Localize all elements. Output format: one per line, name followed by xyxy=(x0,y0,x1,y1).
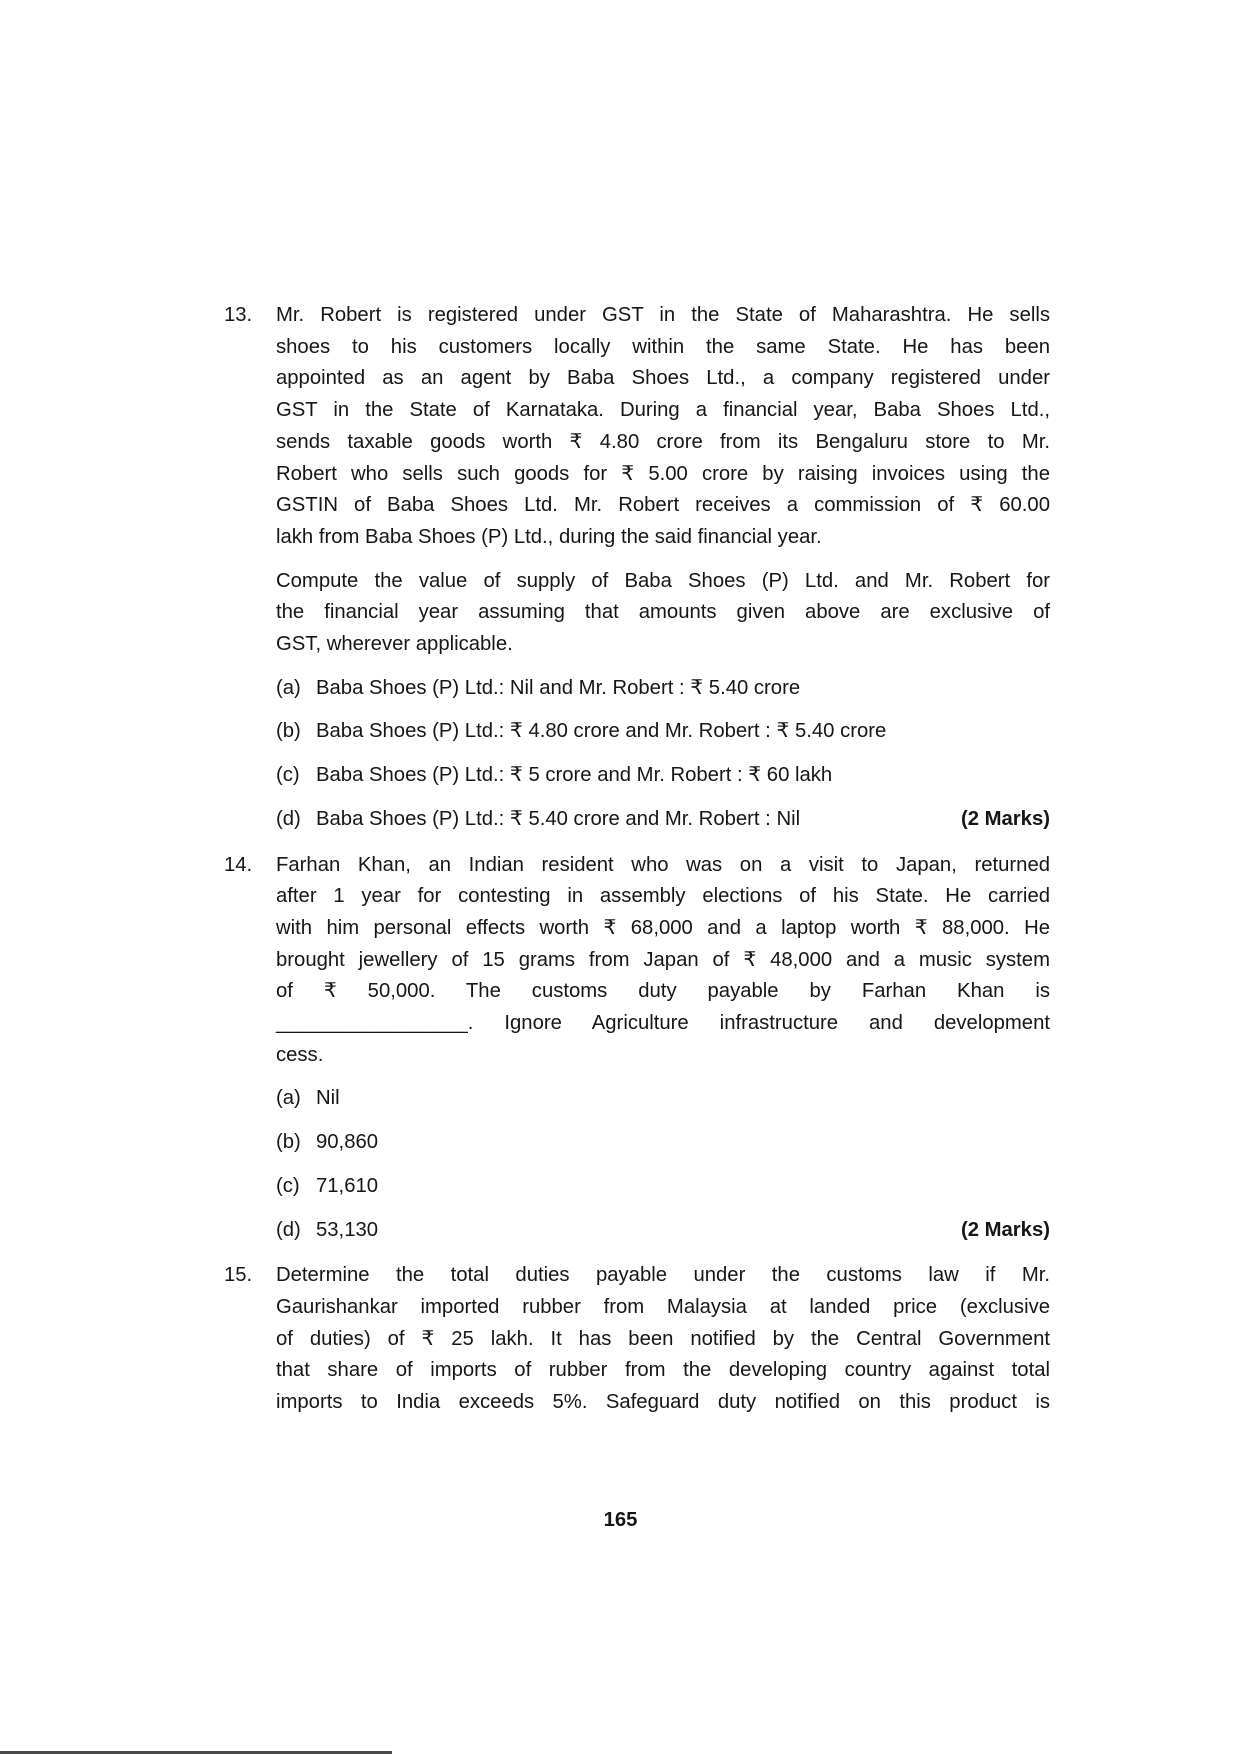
paragraph-line: Compute the value of supply of Baba Shoes (P) Ltd. and Mr. Robert for xyxy=(276,569,1050,592)
option-letter: (b) xyxy=(276,720,301,743)
option-text: Baba Shoes (P) Ltd.: Nil and Mr. Robert : ₹ 5.40 crore xyxy=(316,676,801,699)
paragraph-line: GST, wherever applicable. xyxy=(276,633,513,656)
option-letter: (b) xyxy=(276,1131,301,1154)
option-text: Baba Shoes (P) Ltd.: ₹ 5.40 crore and Mr. Robert : Nil xyxy=(316,807,801,830)
option-text: Baba Shoes (P) Ltd.: ₹ 5 crore and Mr. Robert : ₹ 60 lakh xyxy=(316,764,833,787)
question-paragraph xyxy=(276,300,1050,554)
paragraph-line: the financial year assuming that amounts given above are exclusive of xyxy=(276,601,1050,624)
question-14 xyxy=(224,850,1050,1247)
option-text: 90,860 xyxy=(316,1131,379,1154)
question-paragraph xyxy=(276,850,1050,1072)
option-row xyxy=(276,1127,1050,1159)
marks-label: (2 Marks) xyxy=(960,807,1050,830)
option-row xyxy=(276,760,1050,792)
option-row xyxy=(276,804,1050,836)
question-number: 13. xyxy=(224,304,253,326)
option-text: 71,610 xyxy=(316,1174,379,1197)
option-row xyxy=(276,673,1050,705)
question-paragraph xyxy=(276,1260,1050,1419)
paragraph-line: Farhan Khan, an Indian resident who was on a visit to Japan, returned xyxy=(276,853,1050,876)
option-letter: (a) xyxy=(276,1087,301,1110)
paragraph-line: Robert who sells such goods for ₹ 5.00 crore by raising invoices using the xyxy=(276,462,1050,485)
question-paragraph xyxy=(276,566,1050,661)
paragraph-line: cess. xyxy=(276,1043,324,1066)
page-content xyxy=(224,300,1050,1419)
paragraph-line: of duties) of ₹ 25 lakh. It has been notified by the Central Government xyxy=(276,1327,1050,1350)
option-row xyxy=(276,1215,1050,1247)
option-row xyxy=(276,1083,1050,1115)
paragraph-line: GST in the State of Karnataka. During a financial year, Baba Shoes Ltd., xyxy=(276,399,1050,422)
page-number: 165 xyxy=(603,1509,638,1531)
question-number: 14. xyxy=(224,853,253,876)
paragraph-line: shoes to his customers locally within the same State. He has been xyxy=(276,335,1050,358)
paragraph-line: sends taxable goods worth ₹ 4.80 crore from its Bengaluru store to Mr. xyxy=(276,430,1050,453)
question-number: 15. xyxy=(224,1264,253,1287)
paragraph-line: _________________. Ignore Agriculture infrastructure and development xyxy=(276,1012,1050,1035)
option-text: Baba Shoes (P) Ltd.: ₹ 4.80 crore and Mr. Robert : ₹ 5.40 crore xyxy=(316,720,887,743)
paragraph-line: of ₹ 50,000. The customs duty payable by Farhan Khan is xyxy=(276,980,1050,1003)
option-row xyxy=(276,1171,1050,1203)
option-row xyxy=(276,716,1050,748)
paragraph-line: imports to India exceeds 5%. Safeguard duty notified on this product is xyxy=(276,1391,1050,1414)
option-letter: (c) xyxy=(276,764,300,787)
option-letter: (a) xyxy=(276,676,301,699)
paragraph-line: with him personal effects worth ₹ 68,000 and a laptop worth ₹ 88,000. He xyxy=(276,916,1050,939)
question-body xyxy=(276,1260,1050,1419)
paragraph-line: Mr. Robert is registered under GST in the State of Maharashtra. He sells xyxy=(276,304,1050,326)
paragraph-line: brought jewellery of 15 grams from Japan of ₹ 48,000 and a music system xyxy=(276,948,1050,971)
question-body xyxy=(276,850,1050,1247)
option-text: Nil xyxy=(316,1087,340,1110)
paragraph-line: GSTIN of Baba Shoes Ltd. Mr. Robert receives a commission of ₹ 60.00 xyxy=(276,494,1050,517)
question-15 xyxy=(224,1260,1050,1419)
paragraph-line: Gaurishankar imported rubber from Malaysia at landed price (exclusive xyxy=(276,1295,1050,1318)
option-letter: (d) xyxy=(276,1218,301,1241)
option-letter: (d) xyxy=(276,807,301,830)
paragraph-line: Determine the total duties payable under the customs law if Mr. xyxy=(276,1264,1050,1287)
paragraph-line: that share of imports of rubber from the developing country against total xyxy=(276,1359,1050,1382)
marks-label: (2 Marks) xyxy=(960,1218,1050,1241)
option-letter: (c) xyxy=(276,1174,300,1197)
option-text: 53,130 xyxy=(316,1218,379,1241)
paragraph-line: appointed as an agent by Baba Shoes Ltd., a company registered under xyxy=(276,367,1050,390)
paragraph-line: after 1 year for contesting in assembly elections of his State. He carried xyxy=(276,885,1050,908)
question-body xyxy=(276,300,1050,836)
question-13 xyxy=(224,300,1050,836)
paragraph-line: lakh from Baba Shoes (P) Ltd., during the said financial year. xyxy=(276,525,822,548)
